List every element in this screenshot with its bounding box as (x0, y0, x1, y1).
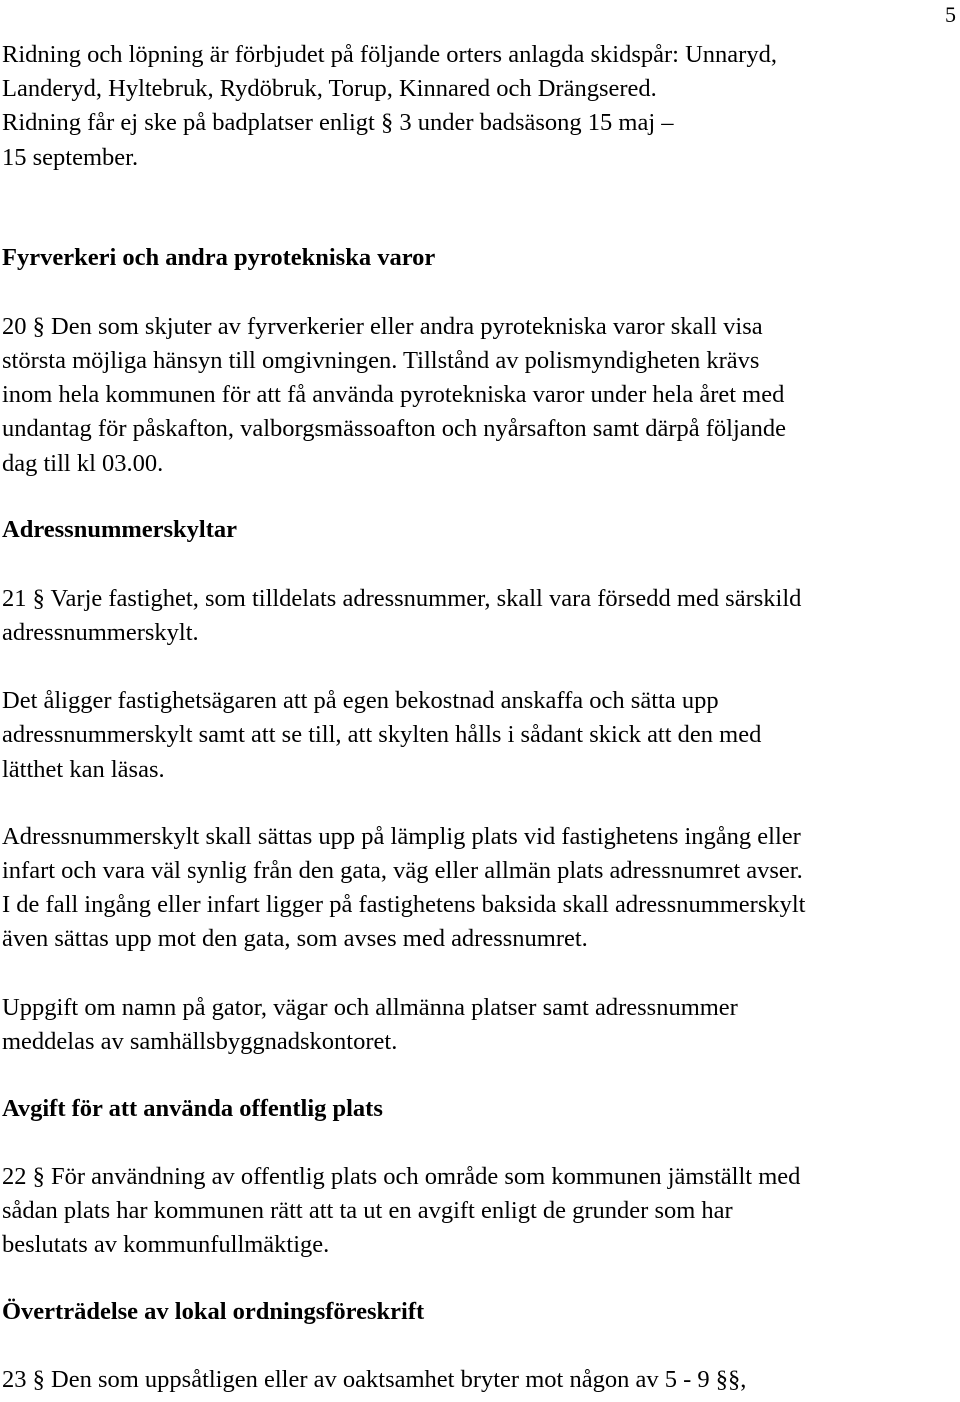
text-line: adressnummerskylt samt att se till, att skylten hålls i sådant skick att den med (2, 721, 762, 749)
paragraph-owner-duty (2, 684, 960, 787)
text-line: undantag för påskafton, valborgsmässoafton och nyårsafton samt därpå följande (2, 415, 786, 443)
paragraph-section-22 (2, 1160, 960, 1263)
text-line: största möjliga hänsyn till omgivningen. Tillstånd av polismyndigheten krävs (2, 347, 760, 375)
heading-fireworks: Fyrverkeri och andra pyrotekniska varor (2, 243, 436, 271)
text-line: 23 § Den som uppsåtligen eller av oaktsamhet bryter mot någon av 5 - 9 §§, (2, 1365, 747, 1393)
text-line: adressnummerskylt. (2, 619, 199, 647)
text-line: 20 § Den som skjuter av fyrverkerier eller andra pyrotekniska varor skall visa (2, 312, 763, 340)
text-line: lätthet kan läsas. (2, 755, 165, 783)
paragraph-riding-restrictions (2, 38, 960, 175)
paragraph-section-20 (2, 310, 960, 481)
text-line: Ridning och löpning är förbjudet på följande orters anlagda skidspår: Unnaryd, (2, 41, 777, 68)
text-line: inom hela kommunen för att få använda pyrotekniska varor under hela året med (2, 381, 785, 409)
text-line: meddelas av samhällsbyggnadskontoret. (2, 1027, 398, 1055)
text-line: Adressnummerskylt skall sättas upp på lämplig plats vid fastighetens ingång eller (2, 822, 801, 850)
text-line: Det åligger fastighetsägaren att på egen bekostnad anskaffa och sätta upp (2, 687, 719, 715)
text-line: beslutats av kommunfullmäktige. (2, 1231, 330, 1259)
paragraph-sign-placement (2, 820, 960, 957)
heading-address-signs: Adressnummerskyltar (2, 515, 238, 543)
text-line: även sättas upp mot den gata, som avses med adressnumret. (2, 925, 588, 953)
text-line: Landeryd, Hyltebruk, Rydöbruk, Torup, Kinnared och Drängsered. (2, 75, 657, 103)
text-line: sådan plats har kommunen rätt att ta ut en avgift enligt de grunder som har (2, 1197, 733, 1225)
text-line: dag till kl 03.00. (2, 449, 164, 477)
document-body (2, 38, 960, 1397)
page-number: 5 (945, 2, 956, 27)
paragraph-section-23 (2, 1363, 960, 1397)
text-line: Ridning får ej ske på badplatser enligt § 3 under badsäsong 15 maj – (2, 109, 674, 137)
text-line: infart och vara väl synlig från den gata, väg eller allmän plats adressnumret avser. (2, 857, 803, 885)
heading-violation: Överträdelse av lokal ordningsföreskrift (2, 1297, 425, 1325)
paragraph-street-names (2, 991, 960, 1059)
paragraph-section-21 (2, 582, 960, 650)
text-line: 15 september. (2, 143, 139, 171)
text-line: I de fall ingång eller infart ligger på fastighetens baksida skall adressnummerskylt (2, 891, 806, 919)
text-line: 21 § Varje fastighet, som tilldelats adressnummer, skall vara försedd med särskild (2, 584, 802, 612)
text-line: Uppgift om namn på gator, vägar och allmänna platser samt adressnummer (2, 993, 738, 1021)
heading-public-place-fee: Avgift för att använda offentlig plats (2, 1095, 383, 1123)
text-line: 22 § För användning av offentlig plats och område som kommunen jämställt med (2, 1163, 801, 1191)
